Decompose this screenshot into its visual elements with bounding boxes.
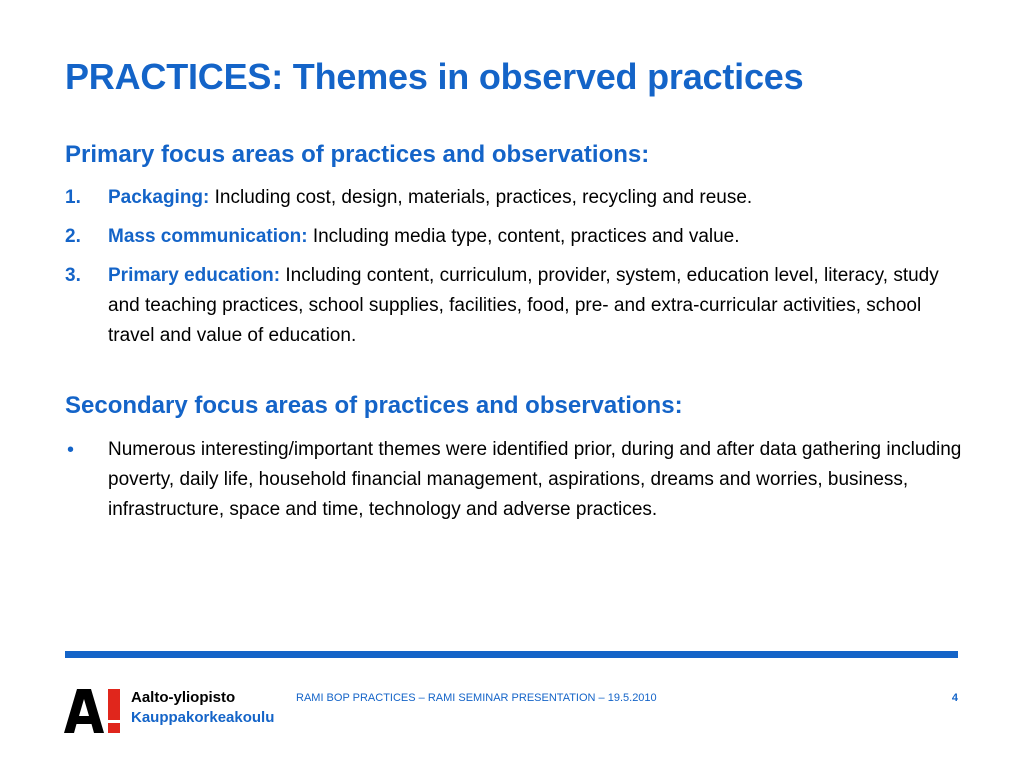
item-lead: Primary education:: [108, 265, 281, 286]
item-lead: Mass communication:: [108, 226, 308, 247]
list-item-mass-communication: [65, 222, 965, 252]
primary-focus-heading: Primary focus areas of practices and observations:: [65, 141, 650, 168]
list-number: 2.: [65, 226, 81, 247]
page-number: 4: [951, 692, 958, 704]
secondary-focus-list: [65, 435, 965, 534]
footer-text: RAMI BOP PRACTICES – RAMI SEMINAR PRESENTATION – 19.5.2010: [296, 692, 657, 704]
list-number: 1.: [65, 187, 81, 208]
logo-line-school: Kauppakorkeakoulu: [131, 709, 275, 726]
footer-divider: [65, 651, 958, 658]
item-text: Numerous interesting/important themes were identified prior, during and after data gathering including poverty, daily life, household financial management, aspirations, dreams and worries, business, infrastructure, space and time, technology and adverse practices.: [108, 439, 962, 520]
bullet-icon: •: [67, 439, 75, 461]
aalto-logo: [64, 689, 284, 735]
primary-focus-list: [65, 183, 965, 360]
item-lead: Packaging:: [108, 187, 210, 208]
list-item-primary-education: [65, 261, 965, 351]
aalto-logo-mark-icon: [64, 689, 124, 733]
list-item-secondary-themes: [65, 435, 965, 525]
logo-line-university: Aalto-yliopisto: [131, 689, 236, 706]
item-text: Including cost, design, materials, practices, recycling and reuse.: [209, 187, 753, 208]
list-number: 3.: [65, 265, 81, 286]
item-text: Including content, curriculum, provider, system, education level, literacy, study and teaching practices, school supplies, facilities, food, pre- and extra-curricular activities, school travel and value of education.: [108, 265, 939, 346]
secondary-focus-heading: Secondary focus areas of practices and observations:: [65, 392, 683, 419]
list-item-packaging: [65, 183, 965, 213]
slide-title: PRACTICES: Themes in observed practices: [65, 56, 804, 97]
item-text: Including media type, content, practices and value.: [307, 226, 740, 247]
